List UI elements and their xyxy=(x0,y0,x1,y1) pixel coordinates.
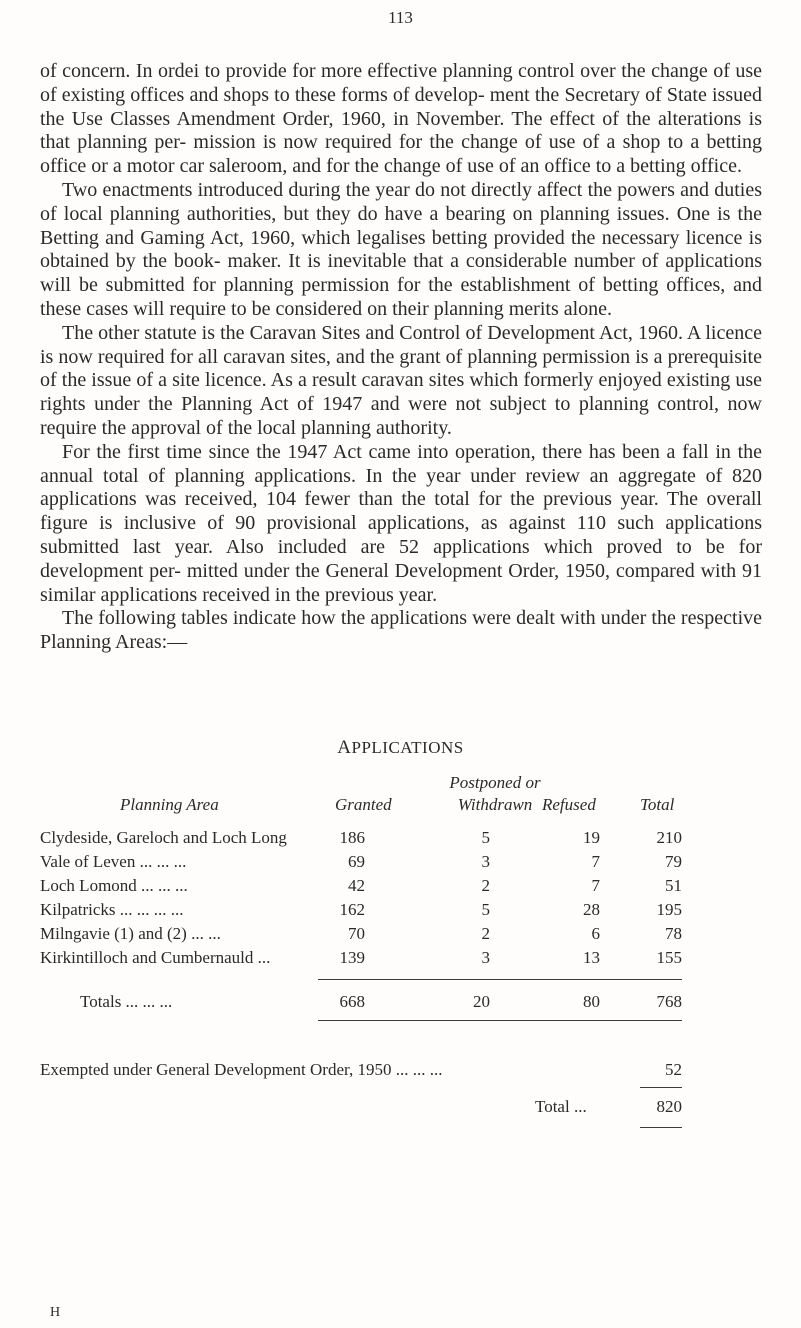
header-granted: Granted xyxy=(335,795,392,814)
row-total: 78 xyxy=(665,924,682,943)
row-refused: 7 xyxy=(591,852,600,871)
row-granted: 69 xyxy=(348,852,365,871)
header-postponed-line2: Withdrawn xyxy=(457,795,533,814)
header-planning-area: Planning Area xyxy=(120,795,219,814)
paragraph-2: Two enactments introduced during the year do not directly affect the powers and duties of local planning authorities, but they do have a bearing on planning issues. One is the Betting and Gaming Act, 1960, which legalises betting provided the necessary licence is obtained by the book- maker. It is inevitable that a considerable number of applications will be submitted for planning permission for the establishment of betting offices, and these cases will require to be considered on their planning merits alone. xyxy=(40,178,762,320)
row-granted: 186 xyxy=(339,828,365,847)
row-area: Milngavie (1) and (2) ... ... xyxy=(40,924,221,943)
row-granted: 139 xyxy=(339,948,365,967)
exempted-value: 52 xyxy=(665,1060,682,1079)
row-refused: 6 xyxy=(591,924,600,943)
page-number: 113 xyxy=(388,8,413,27)
grand-total-bottom-rule xyxy=(640,1127,682,1128)
row-area: Vale of Leven ... ... ... xyxy=(40,852,187,871)
body-text xyxy=(40,60,762,655)
grand-total-value: 820 xyxy=(656,1097,682,1116)
header-refused: Refused xyxy=(542,795,596,814)
row-area: Clydeside, Gareloch and Loch Long xyxy=(40,828,287,847)
totals-label: Totals ... ... ... xyxy=(80,992,173,1011)
row-postponed: 2 xyxy=(481,924,490,943)
grand-total-label: Total ... xyxy=(535,1097,587,1116)
row-refused: 13 xyxy=(583,948,600,967)
row-postponed: 5 xyxy=(481,828,490,847)
row-postponed: 2 xyxy=(481,876,490,895)
row-total: 195 xyxy=(656,900,682,919)
row-refused: 19 xyxy=(583,828,600,847)
paragraph-4: For the first time since the 1947 Act came into operation, there has been a fall in the annual total of planning applications. In the year under review an aggregate of 820 applications was received, 104 fewer than the total for the previous year. The overall figure is inclusive of 90 provisional applications, as against 110 such applications submitted last year. Also included are 52 applications which proved to be for development per- mitted under the General Development Order, 1950, compared with 91 similar applications received in the previous year. xyxy=(40,440,762,606)
row-area: Kirkintilloch and Cumbernauld ... xyxy=(40,948,271,967)
table-caption xyxy=(0,737,801,759)
totals-total: 768 xyxy=(656,992,682,1011)
signature-letter: H xyxy=(50,1305,61,1320)
row-total: 210 xyxy=(656,828,682,847)
grand-total-top-rule xyxy=(640,1087,682,1088)
table-caption-rest: PPLICATIONS xyxy=(351,738,464,757)
row-area: Loch Lomond ... ... ... xyxy=(40,876,188,895)
row-total: 51 xyxy=(665,876,682,895)
paragraph-1: of concern. In ordei to provide for more effective planning control over the change of use of existing offices and shops to these forms of develop- ment the Secretary of State issued the Use Classes Amendment Order, 1960, in November. The effect of the alterations is that planning per- mission is now required for the change of use of a shop to a betting office or a motor car saleroom, and for the change of use of an office to a betting office. xyxy=(40,60,762,178)
row-granted: 42 xyxy=(348,876,365,895)
row-postponed: 3 xyxy=(481,852,490,871)
row-total: 79 xyxy=(665,852,682,871)
totals-top-rule xyxy=(318,979,682,980)
table-caption-initial: A xyxy=(337,737,352,758)
exempted-label: Exempted under General Development Order, 1950 ... ... ... xyxy=(40,1060,443,1079)
row-refused: 7 xyxy=(591,876,600,895)
paragraph-3: The other statute is the Caravan Sites and Control of Development Act, 1960. A licence is now required for all caravan sites, and the grant of planning permission is a prerequisite of the issue of a site licence. As a result caravan sites which formerly enjoyed existing use rights under the Planning Act of 1947 and were not subject to planning control, now require the approval of the local planning authority. xyxy=(40,321,762,439)
header-postponed-line1: Postponed or xyxy=(449,773,541,792)
row-refused: 28 xyxy=(583,900,600,919)
totals-refused: 80 xyxy=(583,992,600,1011)
row-total: 155 xyxy=(656,948,682,967)
header-total: Total xyxy=(640,795,675,814)
totals-bottom-rule xyxy=(318,1020,682,1021)
row-area: Kilpatricks ... ... ... ... xyxy=(40,900,184,919)
totals-postponed: 20 xyxy=(473,992,490,1011)
totals-granted: 668 xyxy=(339,992,365,1011)
row-granted: 70 xyxy=(348,924,365,943)
row-postponed: 5 xyxy=(481,900,490,919)
paragraph-5: The following tables indicate how the applications were dealt with under the respective Planning Areas:— xyxy=(40,607,762,654)
row-granted: 162 xyxy=(339,900,365,919)
row-postponed: 3 xyxy=(481,948,490,967)
